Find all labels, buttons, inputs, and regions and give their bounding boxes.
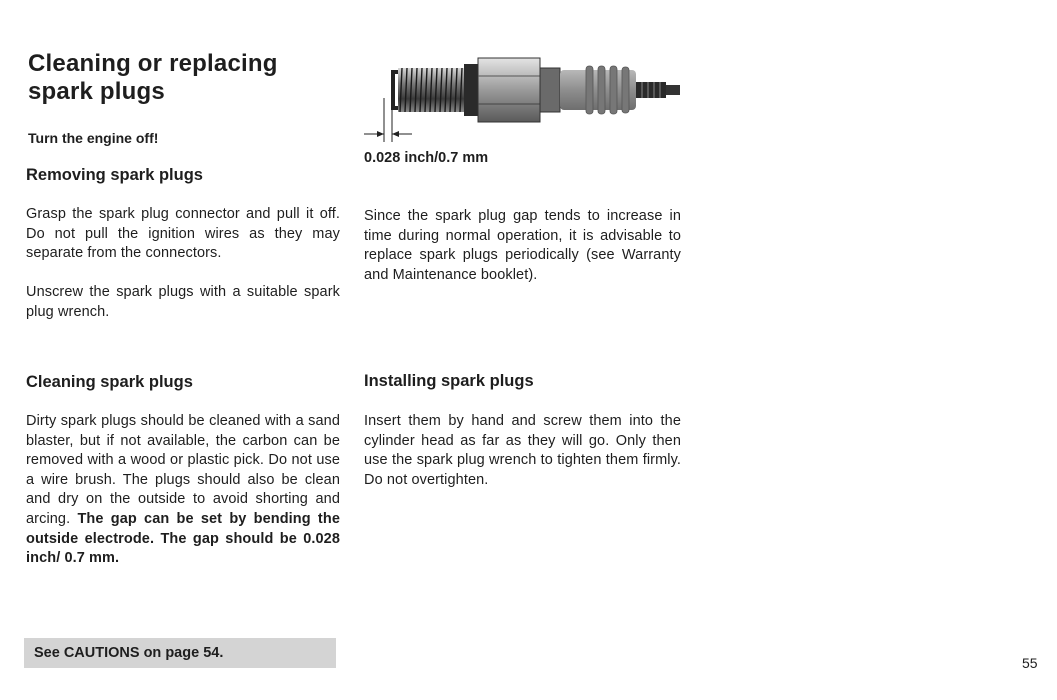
page-title — [28, 50, 348, 106]
gap-note-paragraph: Since the spark plug gap tends to increase in time during normal operation, it is advisable to replace spark plugs periodically (see Warranty and Maintenance booklet). — [364, 208, 681, 283]
cleaning-heading: Cleaning spark plugs — [26, 373, 193, 391]
caution-box — [24, 638, 336, 668]
warning-text: Turn the engine off! — [28, 130, 159, 146]
page-title-line-2: spark plugs — [28, 78, 165, 105]
gap-label: 0.028 inch/0.7 mm — [364, 150, 489, 166]
spark-plug-icon — [360, 52, 690, 151]
caution-text: See CAUTIONS on page 54. — [34, 645, 224, 661]
removing-heading: Removing spark plugs — [26, 166, 203, 184]
cleaning-text: Dirty spark plugs should be cleaned with a sand blaster, but if not available, the carbon can be removed with a wood or plastic pick. Do not use a wire brush. The plugs should also be clean and dry on the outside to avoid shorting and arcing. — [26, 413, 340, 527]
cleaning-bold-text: The gap can be set by bending the outside electrode. The gap should be 0.028 inch/ 0.7 mm. — [26, 510, 340, 567]
removing-paragraph-2: Unscrew the spark plugs with a suitable spark plug wrench. — [26, 284, 340, 320]
removing-paragraph-1: Grasp the spark plug connector and pull it off. Do not pull the ignition wires as they may separate from the connectors. — [26, 206, 340, 262]
installing-heading: Installing spark plugs — [364, 372, 534, 390]
cleaning-paragraph — [26, 412, 340, 569]
installing-paragraph: Insert them by hand and screw them into the cylinder head as far as they will go. Only then use the spark plug wrench to tighten them firmly. Do not overtighten. — [364, 413, 681, 488]
page-number: 55 — [1022, 655, 1038, 671]
page-title-line-1: Cleaning or replacing — [28, 50, 278, 77]
